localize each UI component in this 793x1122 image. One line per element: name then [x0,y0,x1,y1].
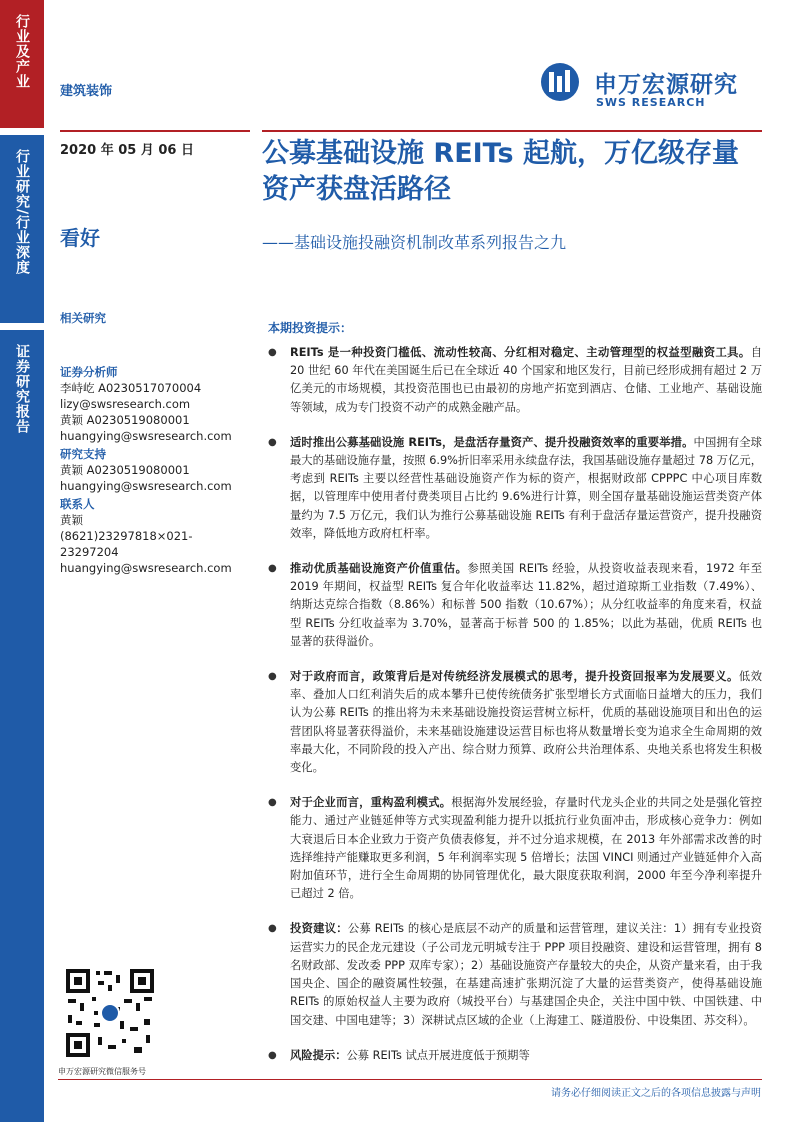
bullet-bold: 推动优质基础设施资产价值重估。 [290,562,468,576]
bullet-item [268,668,762,777]
bullet-text: 公募 REITs 的核心是底层不动产的质量和运营管理，建议关注：1）拥有专业投资运营实力的民企龙元建设（子公司龙元明城专注于 PPP 项目投融资、建设和运营管理，拥有 8 名财政部、发改委 PPP 双库专家）；2）基础设施资产存量较大的央企，从资产量来看，由于我国央企、国企的融资属性较强，在基建高速扩张期沉淀了大量的运营类资产，使得基础设施 REITs 的原始权益人主要为政府（城投平台）与基建国企央企，关注中国中铁、中国铁建、中国交建、中国电建等；3）深耕试点区域的企业（上海建工、隧道股份、中设集团、苏交科）。 [290,922,762,1027]
bullet-dot-icon: ● [268,347,277,358]
divider-right [262,130,762,132]
bullet-text: 根据海外发展经验，存量时代龙头企业的共同之处是强化管控能力、通过产业链延伸等方式实现盈利能力提升以抵抗行业负面冲击，形成核心竞争力：例如大衰退后日本企业致力于资产负债表修复，并不过分追求规模，在 2013 年外部需求改善的时选择维持产能赚取更多利润，5 年利润率实现 5 倍增长；法国 VINCI 则通过产业链延伸介入高附加值环节，进行全生命周期的协同管理优化，最大限度获取利润，2000 年至今净利率提升已超过 2 倍。 [290,796,762,901]
bullet-bold: 适时推出公募基础设施 REITs，是盘活存量资产、提升投融资效率的重要举措。 [290,435,694,449]
bullet-dot-icon: ● [268,1049,277,1061]
summary-bullets [268,344,762,1082]
qr-caption: 申万宏源研究微信服务号 [58,1067,146,1076]
logo-cn-text: 申万宏源研究 [594,72,738,98]
report-class-bar [0,330,44,1122]
bullet-item [268,560,762,651]
support-heading: 研究支持 [60,447,106,461]
bullet-dot-icon: ● [268,436,277,448]
report-title: 公募基础设施 REITs 起航，万亿级存量资产获盘活路径 [262,138,739,205]
footer-divider [58,1079,762,1080]
bullet-dot-icon: ● [268,923,277,935]
contact-line: (8621)23297818×021-23297204 [60,529,193,559]
bullet-bold: 对于政府而言，政策背后是对传统经济发展模式的思考，提升投资回报率为发展要义。 [290,670,739,684]
category-bar [0,0,44,128]
bullet-bold: 投资建议： [290,922,348,936]
related-research-heading: 相关研究 [60,311,106,325]
qr-code-icon[interactable] [64,958,156,1068]
sidebar-info [60,310,250,576]
bullet-text: 公募 REITs 试点开展进度低于预期等 [346,1048,530,1062]
rating-label: 看好 [60,226,100,250]
contact-heading: 联系人 [60,497,95,511]
bullet-dot-icon: ● [268,671,277,683]
bullet-bold: REITs 是一种投资门槛低、流动性较高、分红相对稳定、主动管理型的权益型融资工具。 [290,346,751,359]
bullet-text: 参照美国 REITs 经验，从投资收益表现来看，1972 年至 2019 年期间，权益型 REITs 复合年化收益率达 11.82%，超过道琼斯工业指数（7.49%）、纳斯达克综合指数（8.86%）和标普 500 指数（10.67%）；从分红收益率的角度来看，权益型 REITs 分红收益率为 3.70%，显著高于标普 500 的 1.85%；以此为基础，优质 REITs 也显著的获得溢价。 [290,562,762,648]
report-class-text: 证券研究报告 [14,344,30,434]
bullet-item [268,920,762,1029]
logo-en-text: SWS RESEARCH [596,96,706,109]
analyst-line: huangying@swsresearch.com [60,429,232,443]
report-date: 2020 年 05 月 06 日 [60,143,194,158]
report-subtitle: ——基础设施投融资机制改革系列报告之九 [262,233,567,252]
report-type-text: 行业研究/行业深度 [14,149,30,276]
bullet-bold: 对于企业而言，重构盈利模式。 [290,796,452,810]
analyst-line: lizy@swsresearch.com [60,397,191,411]
sector-label: 建筑装饰 [60,84,113,99]
bullet-item [268,794,762,903]
report-type-bar [0,135,44,323]
bullet-item [268,344,762,417]
bullet-text: 低效率、叠加人口红利消失后的成本攀升已使传统债务扩张型增长方式面临日益增大的压力，我们认为公募 REITs 的推出将为未来基础设施投资运营树立标杆，优质的基础设施项目和出色的运营团队将显著获得溢价，未来基础设施建设运营目标也将从数量增长变为追求全生命周期的效率最大化，不同阶段的投入产出、综合财力预算、政府公共治理体系、央地关系也将发生积极变化。 [290,670,762,775]
bullet-item [268,1047,762,1065]
analyst-line: 李峙屹 A0230517070004 [60,381,202,395]
logo-mark-icon [540,62,580,102]
analyst-heading: 证券分析师 [60,365,118,379]
bullet-dot-icon: ● [268,797,277,809]
category-text: 行业及产业 [14,14,30,89]
bullet-dot-icon: ● [268,563,277,575]
divider-left [60,130,250,132]
analyst-line: 黄颖 A0230519080001 [60,413,190,427]
contact-line: huangying@swsresearch.com [60,561,232,575]
support-line: huangying@swsresearch.com [60,479,232,493]
contact-line: 黄颖 [60,513,83,527]
support-line: 黄颖 A0230519080001 [60,463,190,477]
bullet-text: 中国拥有全球最大的基础设施存量，按照 6.9%折旧率采用永续盘存法，我国基础设施存量超过 78 万亿元，考虑到 REITs 主要以经营性基础设施资产作为标的资产，根据财政部 CPPPC 中心项目库数据，以管理库中使用者付费类项目占比约 9.6%进行计算，则全国存量基础设施运营类资产体量约为 7.5 万亿元，我们认为推行公募基础设施 REITs 有利于盘活存量运营资产，提升投融资效率，降低地方政府杠杆率。 [290,435,762,540]
bullet-item [268,434,762,543]
bullet-text: 自 20 世纪 60 年代在美国诞生后已在全球近 40 个国家和地区发行，目前已经形成拥有超过 2 万亿美元的市场规模，其投资范围也已由最初的房地产拓宽到酒店、仓储、工业地产、基础设施等领域，成为专门投资不动产的成熟金融产品。 [290,346,762,414]
company-logo [540,62,760,112]
bullet-bold: 风险提示： [290,1048,347,1062]
disclaimer-footer: 请务必仔细阅读正文之后的各项信息披露与声明 [551,1088,761,1099]
summary-heading: 本期投资提示： [268,321,353,335]
